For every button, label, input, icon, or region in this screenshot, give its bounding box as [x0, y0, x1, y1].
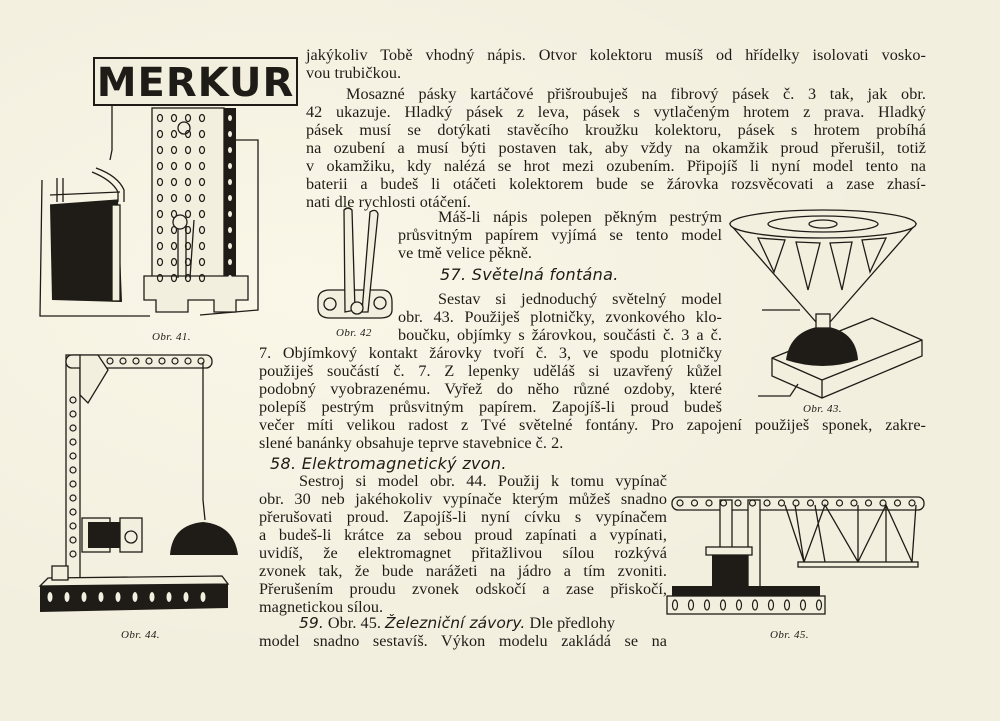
section-58-heading — [270, 454, 507, 473]
hole — [764, 500, 770, 506]
paragraph-line: zvonek tak, že bude narážeti na jádro a tím zvoniti. — [259, 562, 667, 580]
section-number: 57. — [440, 265, 467, 284]
hole — [706, 500, 712, 506]
hole — [895, 500, 901, 506]
hole — [677, 500, 683, 506]
section-number: 59. — [299, 614, 324, 632]
paragraph-line: Přerušením proudu zvonek odskočí a zase přiskočí, — [259, 580, 667, 598]
hole — [750, 500, 756, 506]
paragraph-line: magnetickou sílou. — [259, 598, 384, 616]
section-57-heading — [440, 265, 619, 284]
hole — [705, 600, 710, 610]
paragraph-line: Mosazné pásky kartáčové přišroubuješ na fibrový pásek č. 3 tak, jak obr. — [346, 85, 926, 103]
paragraph-line: použiješ součástí č. 7. Z lepenky uděláš si uzavřený kůžel — [259, 362, 722, 380]
paragraph-line: 7. Objímkový kontakt žárovky tvoří č. 3, ve spodu plotničky — [259, 344, 722, 362]
hole — [817, 600, 822, 610]
paragraph-line: jakýkoliv Tobě vhodný nápis. Otvor kolektoru musíš od hřídelky isolovati vosko- — [306, 46, 926, 64]
paragraph-line: ve tmě velice pěkně. — [398, 244, 533, 262]
paragraph-line: Sestroj si model obr. 44. Použij k tomu vypínač — [299, 472, 667, 490]
section-title: Světelná fontána. — [471, 265, 619, 284]
paragraph-line: pásek musí se dotýkati stavěcího kroužku kolektoru, pásek s hrotem probíhá — [306, 121, 926, 139]
hole — [737, 600, 742, 610]
paragraph-line: Máš-li nápis polepen pěkným pestrým — [438, 208, 722, 226]
hole — [721, 600, 726, 610]
hole — [837, 500, 843, 506]
hole — [721, 500, 727, 506]
paragraph-line: baterii a budeš li otáčeti kolektorem bude se žárovka rozsvěcovati a zase zhasí- — [306, 175, 926, 193]
paragraph-line: obr. 43. Použiješ plotničky, zvonkového klo- — [398, 308, 722, 326]
paragraph-line: 42 ukazuje. Hladký pásek z leva, pásek s vytlačeným hrotem z prava. Hladký — [306, 103, 926, 121]
figure-42-caption: Obr. 42 — [336, 327, 372, 339]
paragraph-line: podobný vyobrazenému. Vyřež do něho různé ozdoby, které — [259, 380, 722, 398]
section-title: Železniční závory. — [385, 614, 526, 632]
paragraph-line: slené banánky obsahuje teprve stavebnice č. 2. — [259, 434, 564, 452]
paragraph-line: boučku, objímky s žárovkou, součásti č. 3 a č. — [398, 326, 722, 344]
paragraph-line: vou trubičkou. — [306, 64, 402, 82]
hole — [880, 500, 886, 506]
paragraph-line: obr. 30 neb jakéhokoliv vypínače kterým můžeš snadno — [259, 490, 667, 508]
section-number: 58. — [270, 454, 297, 473]
hole — [692, 500, 698, 506]
section-title: Elektromagnetický zvon. — [301, 454, 507, 473]
hole — [822, 500, 828, 506]
paragraph-line: večer míti velikou radost z Tvé světelné fontány. Pro zapojení použiješ sponek, zakre- — [259, 416, 926, 434]
figure-43-caption: Obr. 43. — [803, 403, 842, 415]
hole — [808, 500, 814, 506]
paragraph-line: polepíš pestrým průsvitným papírem. Zapojíš-li proud budeš — [259, 398, 722, 416]
figure-45-caption: Obr. 45. — [770, 629, 809, 641]
hole — [753, 600, 758, 610]
hole — [735, 500, 741, 506]
section-lead-text: Dle předlohy — [529, 614, 616, 632]
section-59-heading — [299, 614, 615, 632]
hole — [779, 500, 785, 506]
figure-reference: Obr. 45. — [327, 614, 381, 632]
paragraph-line: uvidíš, že elektromagnet přitažlivou sílou rozkývá — [259, 544, 667, 562]
paragraph-line: průsvitným papírem vyjímá se tento model — [398, 226, 722, 244]
hole — [689, 600, 694, 610]
hole — [785, 600, 790, 610]
hole — [909, 500, 915, 506]
hole — [793, 500, 799, 506]
hole — [866, 500, 872, 506]
paragraph-line: nati dle rychlosti otáčení. — [306, 193, 471, 211]
hole — [673, 600, 678, 610]
paragraph-line: model snadno sestavíš. Výkon modelu zakládá se na — [259, 632, 667, 650]
figure-44-caption: Obr. 44. — [121, 629, 160, 641]
paragraph-line: přerušovati proud. Zapojíš-li nyní cívku s vypínačem — [259, 508, 667, 526]
paragraph-line: v okamžiku, kdy nalézá se hrot mezi ozubením. Připojíš li nyní model tento na — [306, 157, 926, 175]
paragraph-line: Sestav si jednoduchý světelný model — [438, 290, 722, 308]
paragraph-line: a budeš-li krátce za sebou proud zapínati a vypínati, — [259, 526, 667, 544]
figure-41-caption: Obr. 41. — [152, 331, 191, 343]
hole — [801, 600, 806, 610]
hole — [769, 600, 774, 610]
paragraph-line: na ozubení a musí býti postaven tak, aby vždy na okamžik proud přerušil, totiž — [306, 139, 926, 157]
hole — [851, 500, 857, 506]
merkur-logo-text: MERKUR — [96, 60, 295, 106]
